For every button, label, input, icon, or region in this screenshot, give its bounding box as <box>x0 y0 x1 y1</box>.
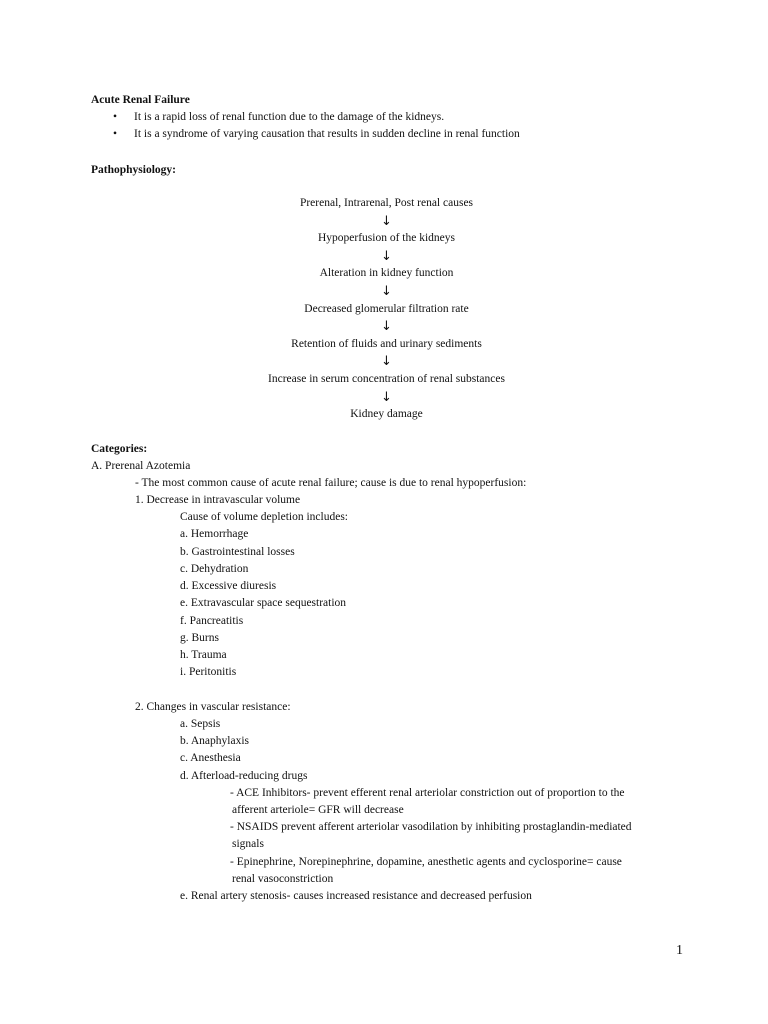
list-item: g. Burns <box>180 631 219 644</box>
intro-bullet: • It is a syndrome of varying causation that results in sudden decline in renal function <box>113 126 520 143</box>
flow-step: Increase in serum concentration of renal substances <box>268 372 505 385</box>
intro-bullet: • It is a rapid loss of renal function due to the damage of the kidneys. <box>113 109 520 126</box>
document-title: Acute Renal Failure <box>91 94 190 106</box>
subsection-2-heading: 2. Changes in vascular resistance: <box>135 700 291 713</box>
page-number: 1 <box>676 943 683 958</box>
drug-note: afferent arteriole= GFR will decrease <box>232 803 404 816</box>
down-arrow-icon: ↓ <box>381 248 392 264</box>
category-a-heading: A. Prerenal Azotemia <box>91 460 191 472</box>
categories-heading: Categories: <box>91 443 148 455</box>
down-arrow-icon: ↓ <box>381 283 392 299</box>
drug-note: - ACE Inhibitors- prevent efferent renal arteriolar constriction out of proportion to the <box>230 786 625 799</box>
down-arrow-icon: ↓ <box>381 354 392 370</box>
down-arrow-icon: ↓ <box>381 319 392 335</box>
list-item: i. Peritonitis <box>180 666 237 678</box>
pathophysiology-flowchart <box>0 195 768 424</box>
list-item: e. Extravascular space sequestration <box>180 597 347 609</box>
flow-step: Alteration in kidney function <box>319 267 454 280</box>
list-item: b. Anaphylaxis <box>180 735 249 747</box>
list-item: h. Trauma <box>180 649 227 661</box>
list-item: b. Gastrointestinal losses <box>180 545 295 558</box>
intro-bullet-list <box>113 109 520 144</box>
down-arrow-icon: ↓ <box>381 389 392 405</box>
drug-note: renal vasoconstriction <box>232 872 334 885</box>
drug-note: - NSAIDS prevent afferent arteriolar vasodilation by inhibiting prostaglandin-mediated <box>230 821 632 833</box>
category-a-description: - The most common cause of acute renal failure; cause is due to renal hypoperfusion: <box>135 477 527 489</box>
subsection-1-heading: 1. Decrease in intravascular volume <box>135 494 301 506</box>
down-arrow-icon: ↓ <box>381 213 392 229</box>
flow-step: Retention of fluids and urinary sediments <box>291 337 482 350</box>
list-item: a. Hemorrhage <box>180 528 249 540</box>
drug-note: - Epinephrine, Norepinephrine, dopamine, anesthetic agents and cyclosporine= cause <box>230 855 622 868</box>
flow-step: Kidney damage <box>350 408 423 421</box>
drug-note: signals <box>232 838 264 850</box>
list-item: f. Pancreatitis <box>180 614 244 627</box>
list-item: c. Dehydration <box>180 562 249 575</box>
flow-step: Decreased glomerular filtration rate <box>304 302 469 315</box>
pathophysiology-heading: Pathophysiology: <box>91 164 176 176</box>
flow-step: Prerenal, Intrarenal, Post renal causes <box>299 197 474 209</box>
list-item: a. Sepsis <box>180 717 221 730</box>
flow-step: Hypoperfusion of the kidneys <box>317 232 456 245</box>
list-item: d. Afterload-reducing drugs <box>180 769 308 782</box>
list-item: c. Anesthesia <box>180 752 241 764</box>
list-item: d. Excessive diuresis <box>180 580 277 592</box>
subsection-1-intro: Cause of volume depletion includes: <box>180 511 348 523</box>
list-item: e. Renal artery stenosis- causes increased resistance and decreased perfusion <box>180 890 532 902</box>
